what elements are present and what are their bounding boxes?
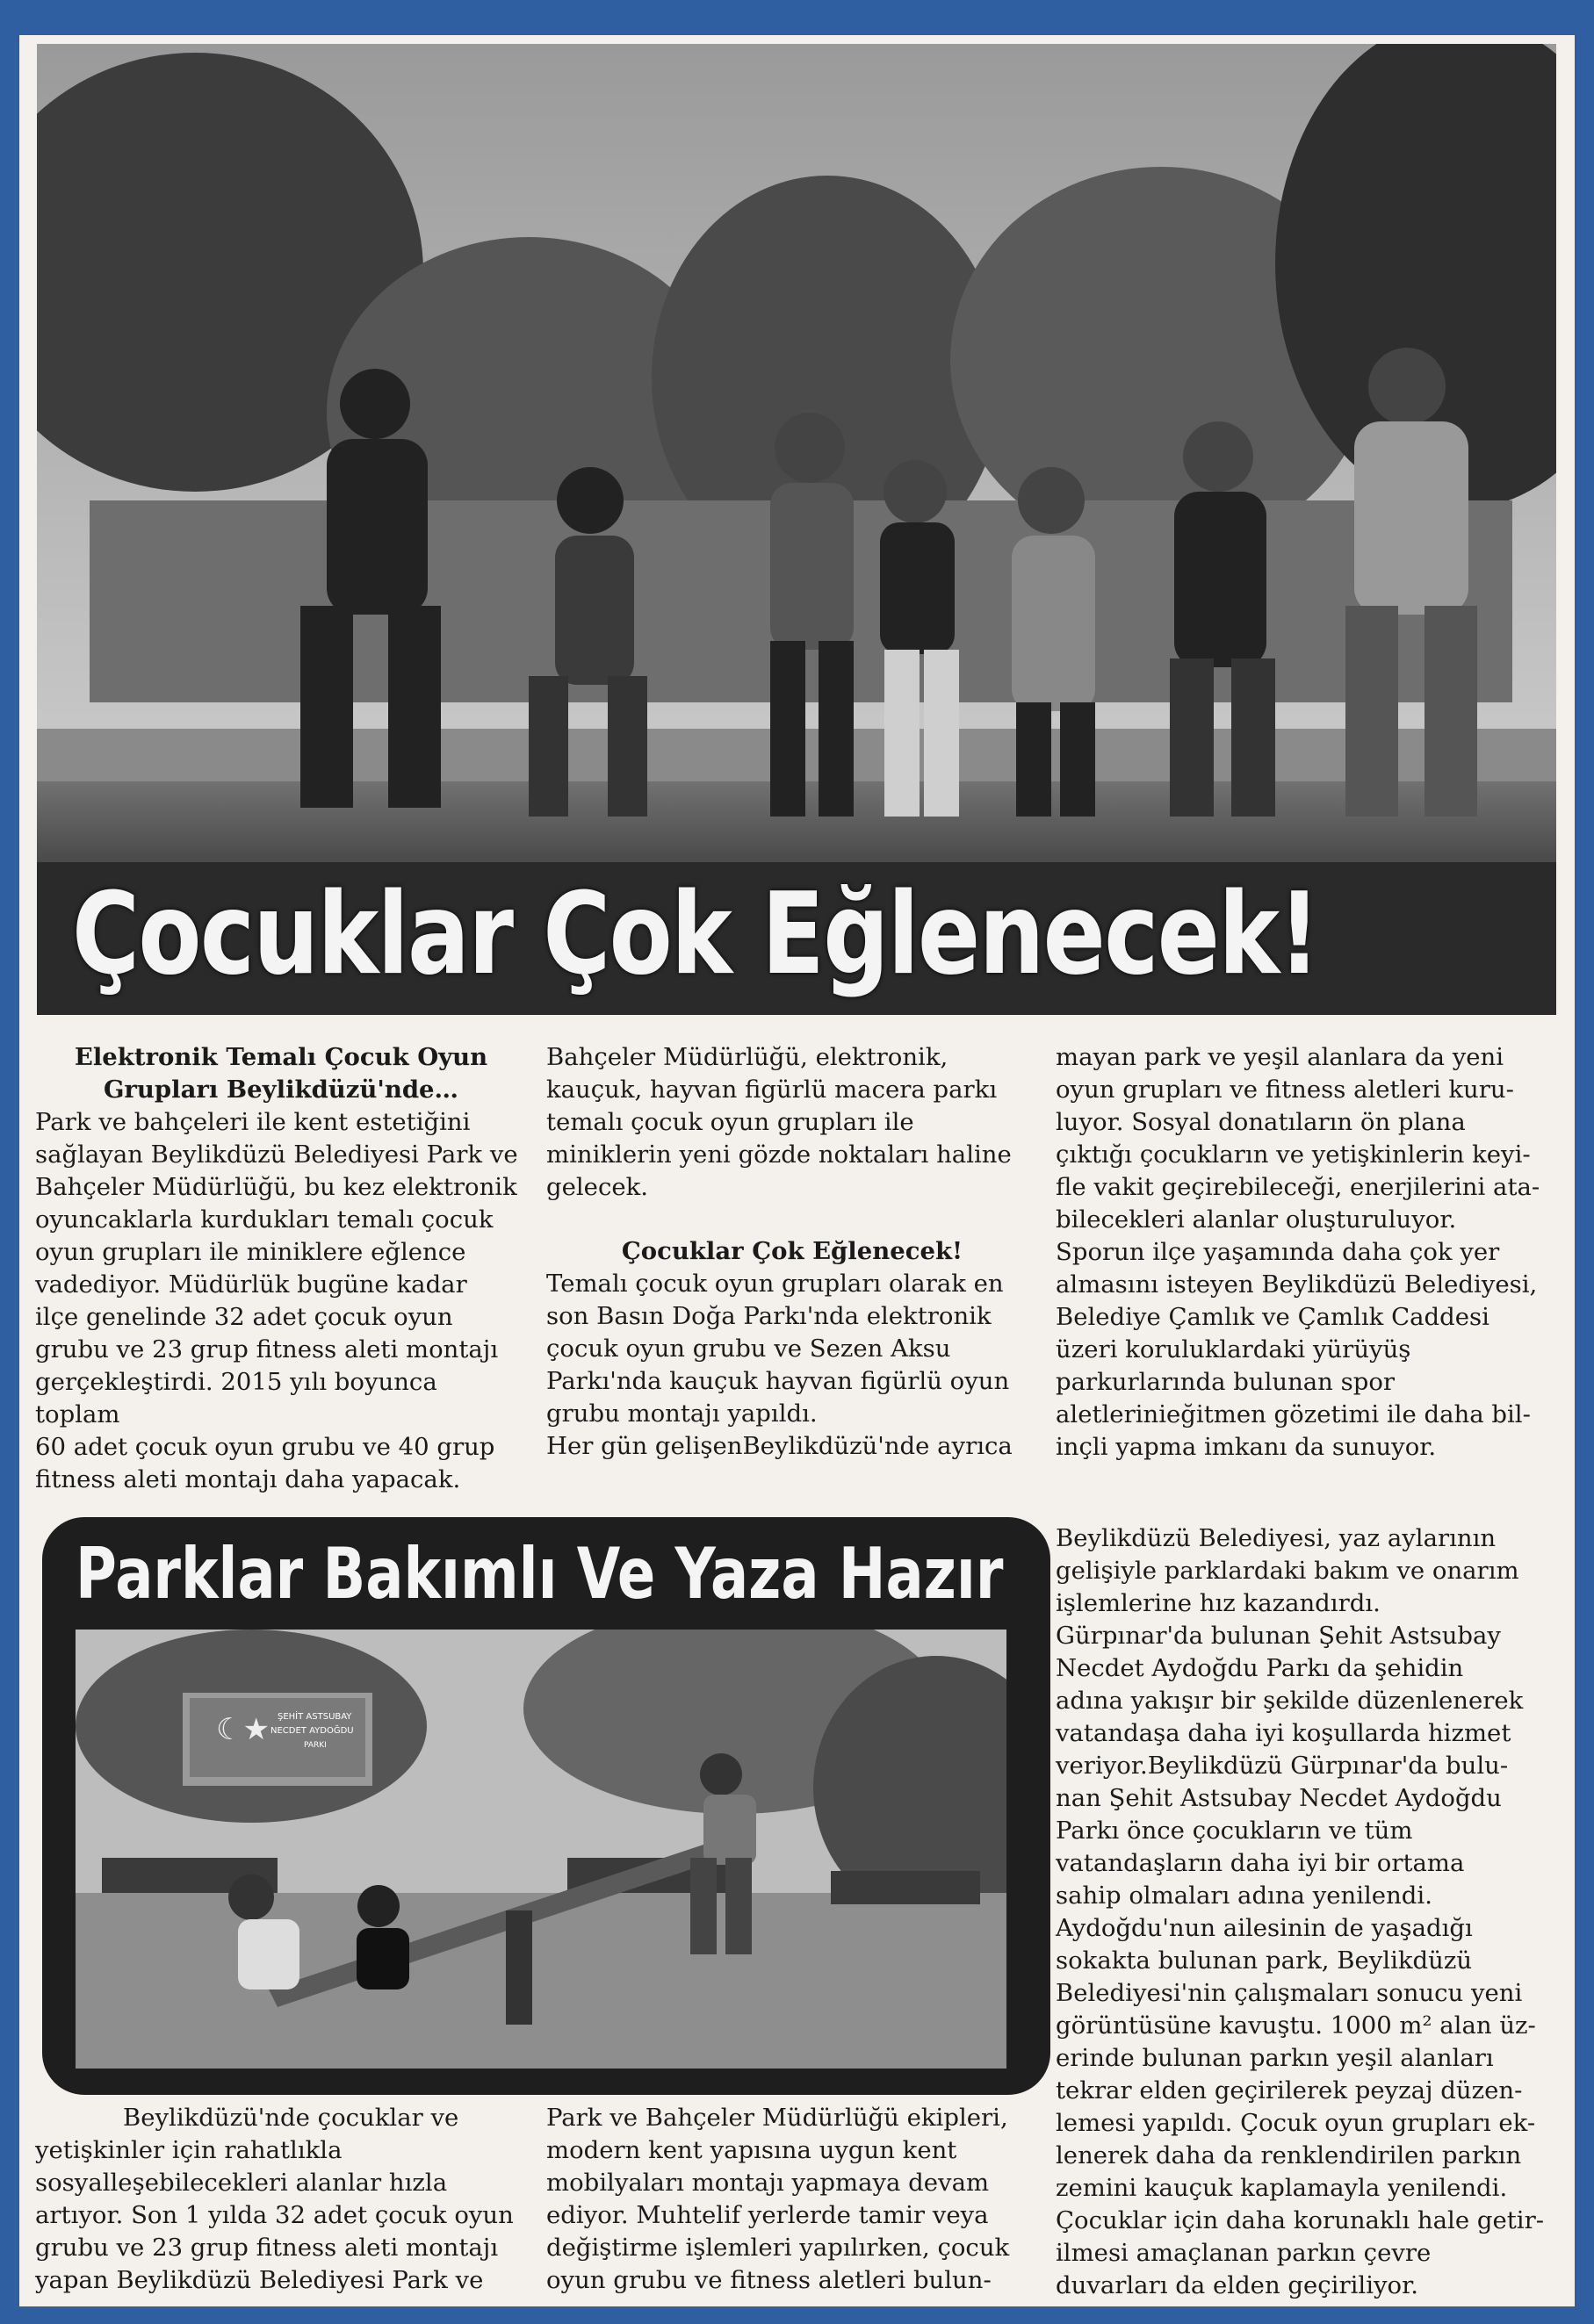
article2-column-1 <box>35 2102 527 2297</box>
article1-column-3 <box>1056 1041 1565 1464</box>
main-headline-bar <box>37 862 1556 1015</box>
text-line: fitness aleti montajı daha yapacak. <box>35 1465 461 1493</box>
newspaper-page <box>19 35 1575 2306</box>
text-line: modern kent yapısına uygun kent <box>546 2136 957 2164</box>
text-line: sahip olmaları adına yenilendi. <box>1056 1882 1432 1910</box>
text-line: mobilyaları montajı yapmaya devam <box>546 2169 990 2197</box>
text-line: vadediyor. Müdürlük bugüne kadar <box>35 1270 467 1299</box>
text-line: grubu montajı yapıldı. <box>546 1399 818 1428</box>
main-headline: Çocuklar Çok Eğlenecek! <box>72 869 1319 1000</box>
text-line: yapan Beylikdüzü Belediyesi Park ve <box>35 2266 484 2294</box>
seesaw-photo-illustration <box>76 1630 1006 2069</box>
text-line: sosyalleşebilecekleri alanlar hızla <box>35 2169 448 2197</box>
text-line: çocuk oyun grubu ve Sezen Aksu <box>546 1335 951 1363</box>
text-line: gelişiyle parklardaki bakım ve onarım <box>1056 1557 1519 1585</box>
text-line: işlemlerine hız kazandırdı. <box>1056 1589 1381 1617</box>
text-line: Gürpınar'da bulunan Şehit Astsubay <box>1056 1622 1501 1650</box>
text-line: lemesi yapıldı. Çocuk oyun grupları ek- <box>1056 2109 1536 2137</box>
text-line: gelecek. <box>546 1173 649 1201</box>
text-line: sokakta bulunan park, Beylikdüzü <box>1056 1946 1473 1975</box>
text-line: Park ve Bahçeler Müdürlüğü ekipleri, <box>546 2104 1008 2132</box>
article1-subtitle-line1: Elektronik Temalı Çocuk Oyun <box>74 1043 488 1071</box>
article1-column-2 <box>546 1041 1038 1463</box>
text-line: zemini kauçuk kaplamayla yenilendi. <box>1056 2174 1508 2202</box>
article2-column-3 <box>1056 1522 1565 2302</box>
article2-column-2 <box>546 2102 1038 2297</box>
text-line: görüntüsüne kavuştu. 1000 m² alan üz- <box>1056 2011 1536 2040</box>
text-line: veriyor.Beylikdüzü Gürpınar'da bulu- <box>1056 1752 1509 1780</box>
seesaw-park-photo <box>76 1630 1006 2069</box>
text-line: grubu ve 23 grup fitness aleti montajı <box>35 2234 499 2262</box>
text-line: oyuncaklarla kurdukları temalı çocuk <box>35 1205 494 1234</box>
text-line: grubu ve 23 grup fitness aleti montajı <box>35 1335 499 1363</box>
text-line: oyun grupları ile miniklere eğlence <box>35 1238 466 1266</box>
article1-subtitle-line2: Grupları Beylikdüzü'nde… <box>103 1076 459 1104</box>
text-line: ediyor. Muhtelif yerlerde tamir veya <box>546 2201 989 2229</box>
text-line: değiştirme işlemleri yapılırken, çocuk <box>546 2234 1010 2262</box>
text-line: oyun grubu ve fitness aletleri bulun- <box>546 2266 992 2294</box>
text-line: Beylikdüzü Belediyesi, yaz aylarının <box>1056 1524 1497 1552</box>
text-line: nan Şehit Astsubay Necdet Aydoğdu <box>1056 1784 1502 1812</box>
text-line: Belediyesi'nin çalışmaları sonucu yeni <box>1056 1979 1523 2007</box>
text-line: artıyor. Son 1 yılda 32 adet çocuk oyun <box>35 2201 514 2229</box>
text-line: erinde bulunan parkın yeşil alanları <box>1056 2044 1494 2072</box>
text-line: oyun grupları ve fitness aletleri kuru- <box>1056 1076 1514 1104</box>
text-line: lenerek daha da renklendirilen parkın <box>1056 2141 1522 2169</box>
text-line: çıktığı çocukların ve yetişkinlerin keyi- <box>1056 1140 1531 1169</box>
text-line: fle vakit geçirebileceği, enerjilerini ata- <box>1056 1173 1540 1201</box>
crescent-star-icon: ☾★ <box>216 1712 270 1747</box>
text-line: Beylikdüzü'nde çocuklar ve <box>123 2104 459 2132</box>
text-line: Parkı'nda kauçuk hayvan figürlü oyun <box>546 1367 1010 1395</box>
sign-line2: NECDET AYDOĞDU <box>270 1726 354 1736</box>
text-line: gerçekleştirdi. 2015 yılı boyunca toplam <box>35 1368 437 1428</box>
article1-col2-subtitle: Çocuklar Çok Eğlenecek! <box>621 1237 963 1265</box>
text-line: üzeri koruluklardaki yürüyüş <box>1056 1335 1411 1363</box>
text-line: kauçuk, hayvan figürlü macera parkı <box>546 1076 998 1104</box>
text-line: Her gün gelişenBeylikdüzü'nde ayrıca <box>546 1432 1013 1460</box>
text-line: 60 adet çocuk oyun grubu ve 40 grup <box>35 1433 495 1461</box>
text-line: Çocuklar için daha korunaklı hale getir- <box>1056 2206 1545 2234</box>
text-line: aletlerinieğitmen gözetimi ile daha bil- <box>1056 1400 1531 1428</box>
article1-column-1 <box>35 1041 527 1496</box>
text-line: Park ve bahçeleri ile kent estetiğini <box>35 1108 471 1136</box>
text-line: bilecekleri alanlar oluşturuluyor. <box>1056 1205 1457 1234</box>
text-line: luyor. Sosyal donatıların ön plana <box>1056 1108 1466 1136</box>
text-line: Bahçeler Müdürlüğü, bu kez elektronik <box>35 1173 517 1201</box>
text-line: tekrar elden geçirilerek peyzaj düzen- <box>1056 2076 1523 2105</box>
text-line: almasını isteyen Beylikdüzü Belediyesi, <box>1056 1270 1538 1299</box>
text-line: ilçe genelinde 32 adet çocuk oyun <box>35 1303 453 1331</box>
text-line: son Basın Doğa Parkı'nda elektronik <box>546 1302 992 1330</box>
text-line: duvarları da elden geçiriliyor. <box>1056 2271 1418 2299</box>
text-line: inçli yapma imkanı da sunuyor. <box>1056 1433 1437 1461</box>
text-line: Sporun ilçe yaşamında daha çok yer <box>1056 1238 1500 1266</box>
text-line: miniklerin yeni gözde noktaları haline <box>546 1140 1012 1169</box>
text-line: temalı çocuk oyun grupları ile <box>546 1108 914 1136</box>
sign-line1: ŞEHİT ASTSUBAY <box>278 1712 352 1722</box>
text-line: Belediye Çamlık ve Çamlık Caddesi <box>1056 1303 1489 1331</box>
text-line: vatandaşa daha iyi koşullarda hizmet <box>1056 1719 1511 1747</box>
text-line: Parkı önce çocukların ve tüm <box>1056 1817 1413 1845</box>
text-line: parkurlarında bulunan spor <box>1056 1368 1396 1396</box>
text-line: adına yakışır bir şekilde düzenlenerek <box>1056 1687 1524 1715</box>
text-line: mayan park ve yeşil alanlara da yeni <box>1056 1043 1504 1071</box>
text-line: ilmesi amaçlanan parkın çevre <box>1056 2239 1432 2267</box>
sign-line3: PARKI <box>304 1741 327 1750</box>
children-photo-illustration <box>37 44 1556 862</box>
text-line: vatandaşların daha iyi bir ortama <box>1056 1849 1465 1877</box>
text-line: Necdet Aydoğdu Parkı da şehidin <box>1056 1654 1464 1682</box>
article2-headline: Parklar Bakımlı Ve Yaza Hazır <box>76 1533 1004 1615</box>
text-line: yetişkinler için rahatlıkla <box>35 2136 343 2164</box>
children-park-photo <box>37 44 1556 862</box>
text-line: Aydoğdu'nun ailesinin de yaşadığı <box>1056 1914 1473 1942</box>
article2-headline-box <box>42 1517 1050 2095</box>
text-line: sağlayan Beylikdüzü Belediyesi Park ve <box>35 1140 518 1169</box>
text-line: Bahçeler Müdürlüğü, elektronik, <box>546 1043 948 1071</box>
text-line: Temalı çocuk oyun grupları olarak en <box>546 1270 1004 1298</box>
